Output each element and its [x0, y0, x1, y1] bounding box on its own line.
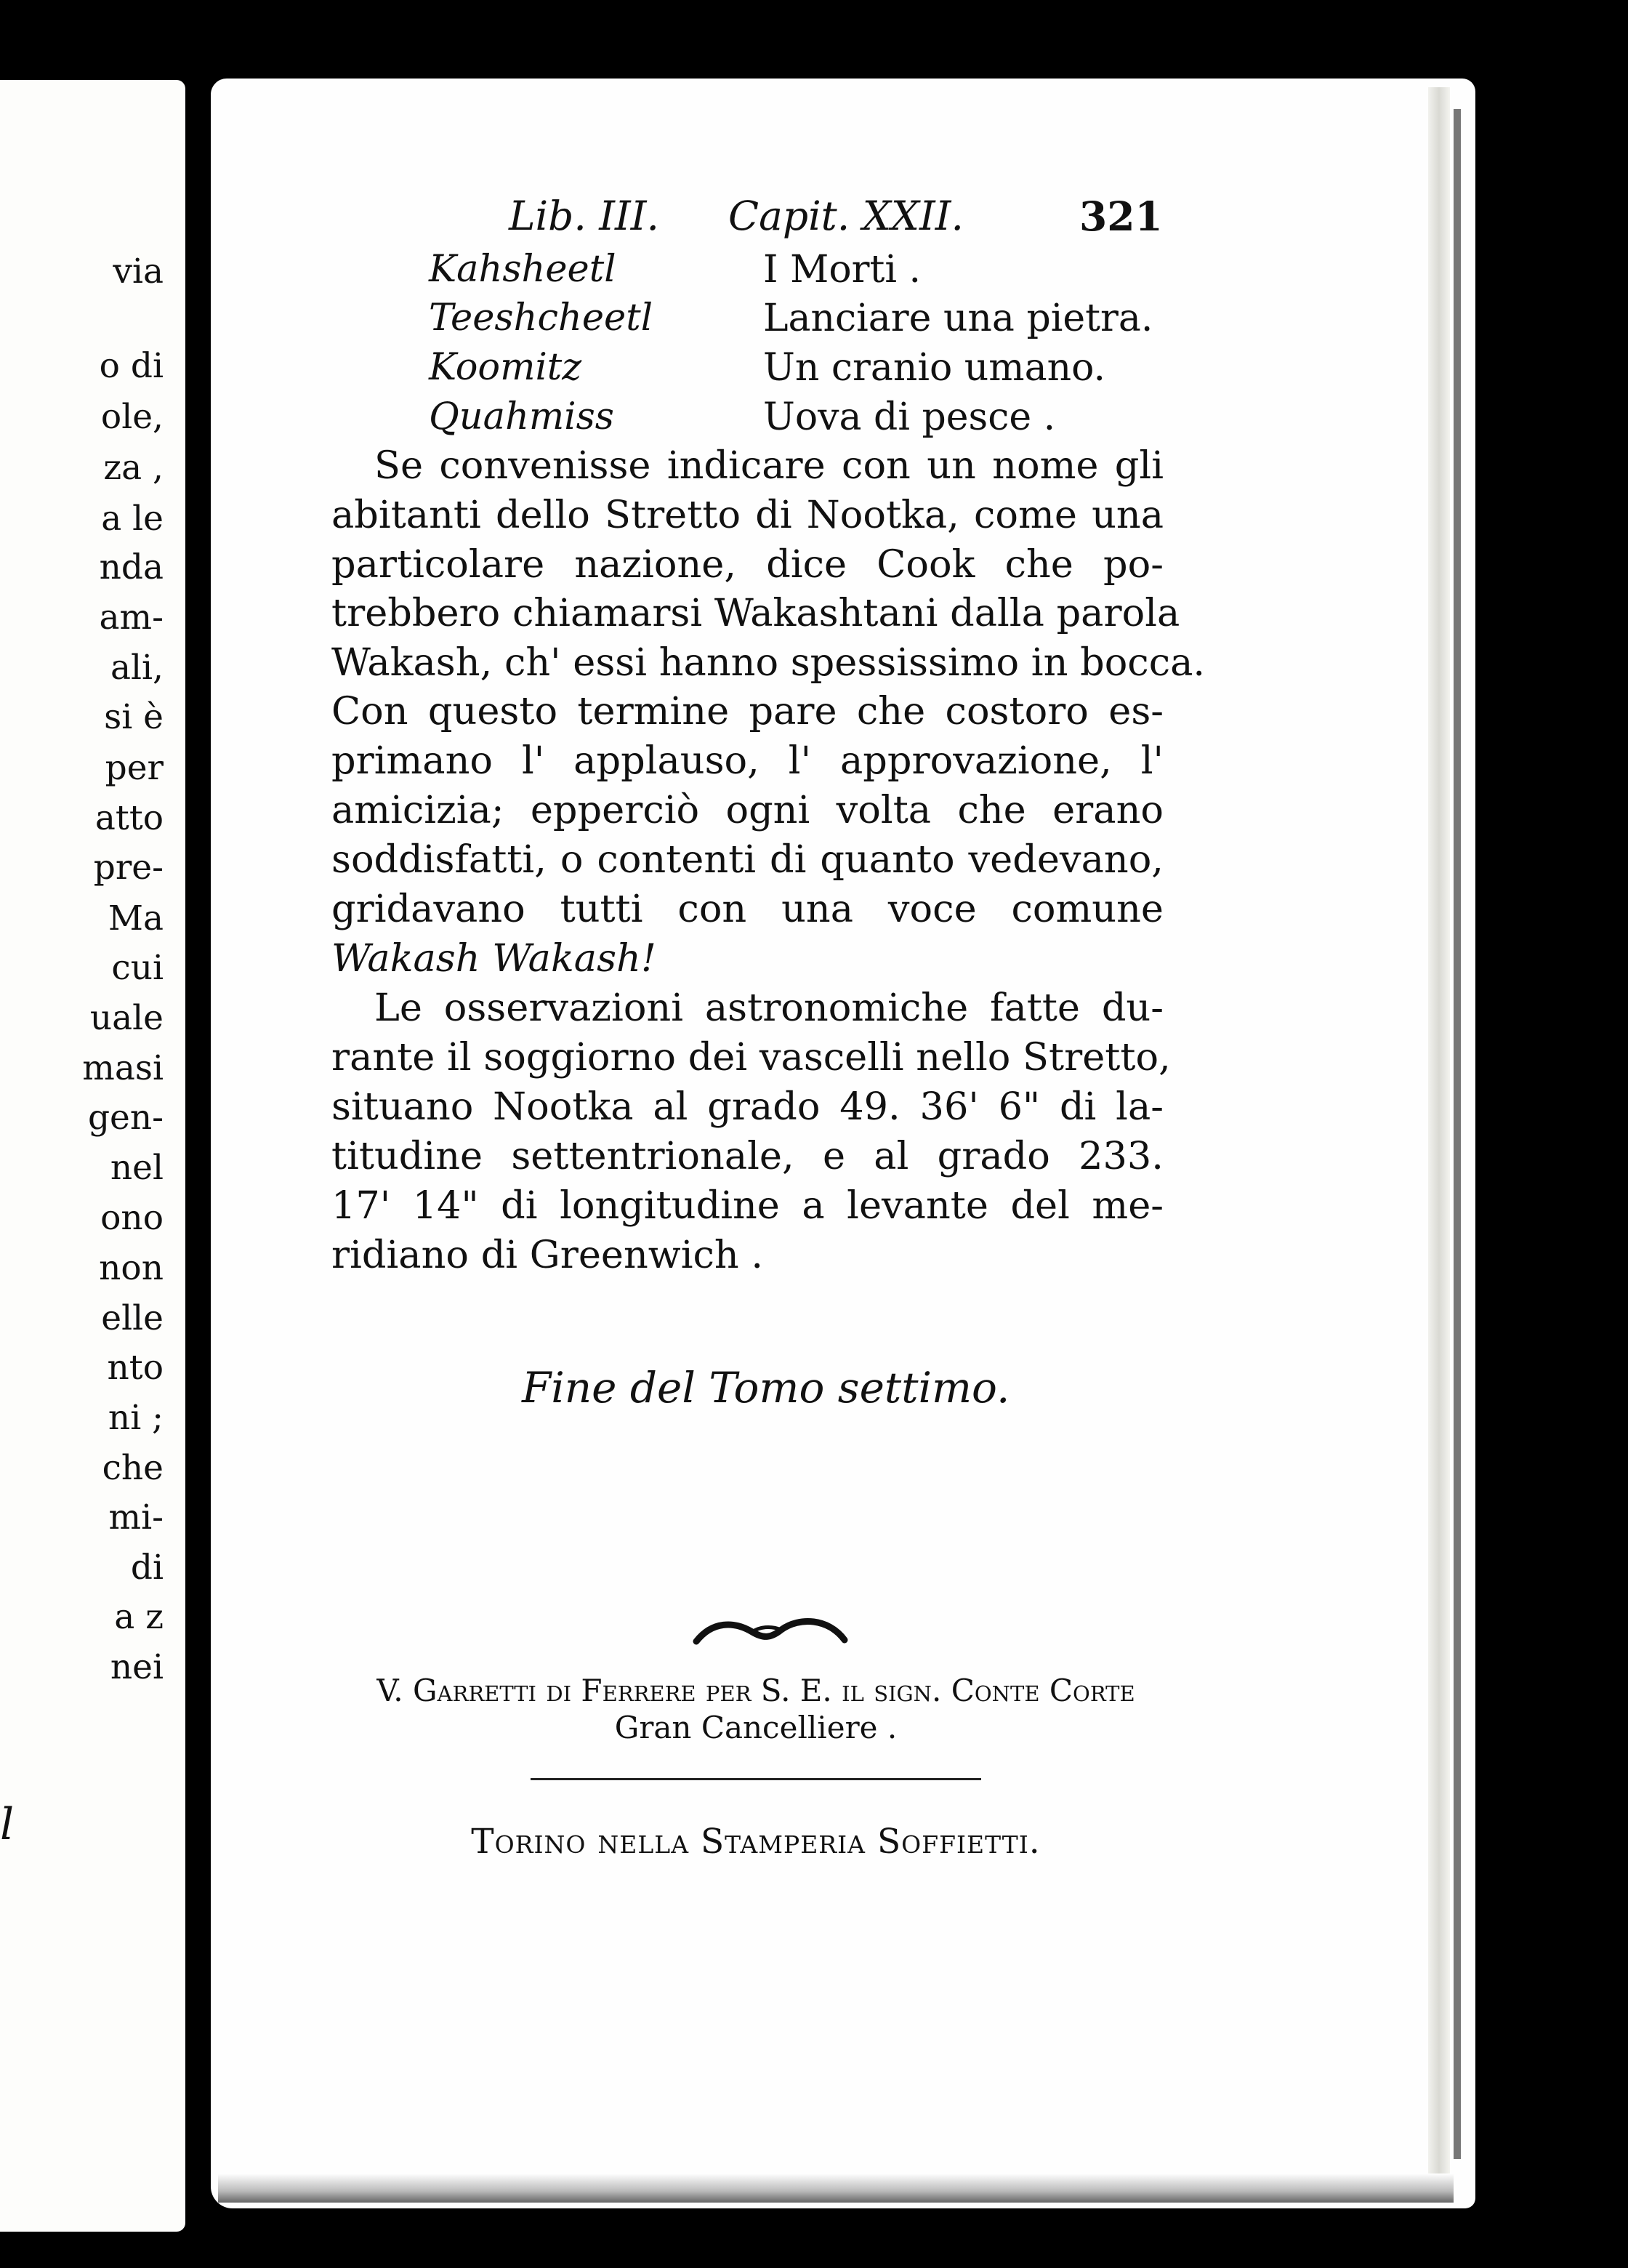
previous-page-text-fragment: si è: [104, 697, 164, 737]
paragraph-line: titudine settentrionale, e al grado 233.: [331, 1134, 1164, 1178]
paragraph-line: trebbero chiamarsi Wakashtani dalla parola: [331, 591, 1180, 635]
vocab-meaning: Uova di pesce .: [763, 395, 1056, 439]
ornament-flourish: [690, 1606, 850, 1657]
closing-line: Fine del Tomo settimo.: [522, 1363, 1010, 1412]
previous-page-text-fragment: gen-: [87, 1098, 164, 1138]
paragraph-line: amicizia; epperciò ogni volta che erano: [331, 788, 1164, 832]
paragraph-line: Se convenisse indicare con un nome gli: [374, 443, 1164, 488]
page-edge-shadow: [1454, 109, 1461, 2159]
vocab-meaning: Un cranio umano.: [763, 346, 1105, 390]
previous-page-text-fragment: masi: [82, 1048, 164, 1088]
previous-page-text-fragment: nto: [107, 1348, 164, 1388]
page-bottom-shadow: [218, 2174, 1454, 2203]
previous-page-text-fragment: mi-: [108, 1497, 164, 1537]
previous-page-text-fragment: nda: [99, 547, 164, 587]
running-header-chapter: Capit. XXII.: [728, 193, 964, 239]
paragraph-line: Wakash Wakash!: [331, 936, 656, 981]
previous-page-text-fragment: za ,: [103, 448, 164, 488]
previous-page-text-fragment: cui: [111, 948, 164, 988]
previous-page-text-fragment: o di: [99, 346, 164, 386]
previous-page-text-fragment: atto: [94, 798, 164, 838]
paragraph-line: ridiano di Greenwich .: [331, 1233, 764, 1277]
previous-page-text-fragment: via: [113, 252, 164, 291]
previous-page-text-fragment: a z: [114, 1597, 164, 1637]
colophon: Torino nella Stamperia Soffietti.: [471, 1822, 1041, 1862]
paragraph-line: Le osservazioni astronomiche fatte du-: [374, 986, 1164, 1030]
paragraph-line: rante il soggiorno dei vascelli nello Stretto,: [331, 1035, 1171, 1079]
previous-page-text-fragment: ali,: [110, 648, 164, 688]
previous-page-text-fragment: a le: [101, 499, 164, 539]
paragraph-line: situano Nootka al grado 49. 36' 6" di la-: [331, 1085, 1164, 1129]
page-edge: [1428, 87, 1450, 2181]
paragraph-line: abitanti dello Stretto di Nootka, come una: [331, 493, 1164, 537]
paragraph-line: Wakash, ch' essi hanno spessissimo in bocca.: [331, 640, 1206, 685]
paragraph-line: Con questo termine pare che costoro es-: [331, 689, 1164, 733]
previous-page-text-fragment: di: [130, 1548, 164, 1588]
previous-page-text-fragment: nel: [110, 1148, 164, 1188]
vocab-word: Kahsheetl: [429, 248, 616, 291]
divider-rule: [531, 1778, 981, 1780]
previous-page-fragment: [0, 80, 185, 2232]
page-number: 321: [1079, 193, 1163, 240]
previous-page-text-fragment: uale: [89, 998, 164, 1038]
previous-page-text-fragment: per: [105, 748, 164, 788]
vocab-word: Quahmiss: [429, 395, 614, 438]
previous-page-text-fragment: elle: [101, 1298, 164, 1338]
previous-page-last-glyph: l: [0, 1799, 15, 1850]
vocab-meaning: Lanciare una pietra.: [763, 297, 1153, 340]
vocab-meaning: I Morti .: [763, 248, 922, 291]
vocab-word: Koomitz: [429, 346, 582, 389]
vocab-word: Teeshcheetl: [429, 297, 653, 339]
previous-page-text-fragment: che: [102, 1448, 164, 1488]
paragraph-line: gridavano tutti con una voce comune: [331, 887, 1164, 931]
previous-page-text-fragment: ono: [100, 1198, 164, 1238]
previous-page-text-fragment: Ma: [108, 898, 164, 938]
paragraph-line: 17' 14" di longitudine a levante del me-: [331, 1183, 1164, 1228]
book-gutter: [185, 80, 213, 2232]
previous-page-text-fragment: nei: [110, 1647, 164, 1687]
running-header-book: Lib. III.: [509, 193, 659, 239]
paragraph-line: soddisfatti, o contenti di quanto vedevano,: [331, 837, 1164, 882]
previous-page-text-fragment: am-: [99, 598, 164, 638]
previous-page-text-fragment: non: [99, 1248, 164, 1288]
previous-page-text-fragment: ole,: [100, 397, 164, 437]
previous-page-text-fragment: ni ;: [108, 1398, 164, 1438]
imprimatur-line: V. Garretti di Ferrere per S. E. il sign. Conte Corte: [376, 1673, 1135, 1708]
previous-page-text-fragment: pre-: [93, 848, 164, 888]
paragraph-line: primano l' applauso, l' approvazione, l': [331, 739, 1164, 783]
paragraph-line: particolare nazione, dice Cook che po-: [331, 542, 1164, 587]
imprimatur-line: Gran Cancelliere .: [614, 1710, 898, 1745]
